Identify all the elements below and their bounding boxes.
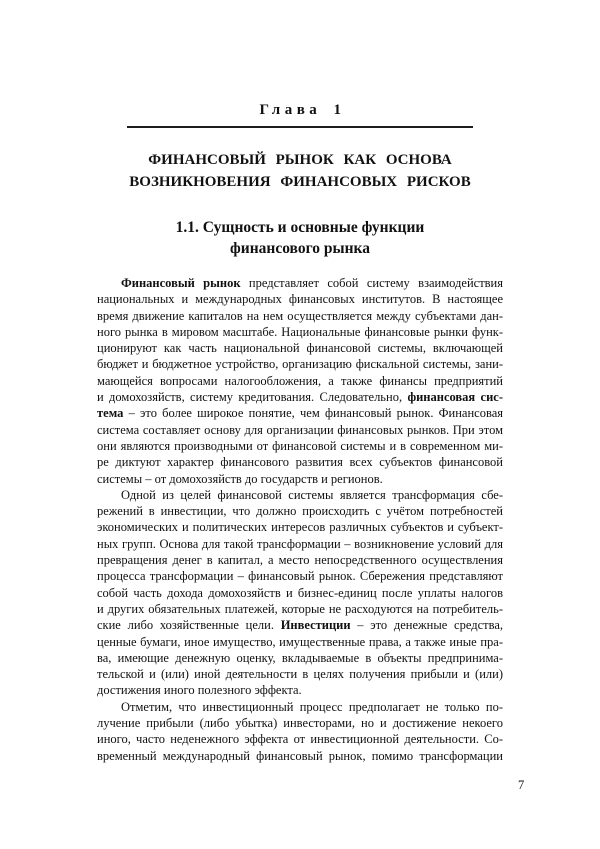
text-line: лучение прибыли (либо убытка) инвесторами, но и достижение некоего bbox=[97, 716, 503, 731]
text-line: они являются производными от финансовой системы и в современном ми- bbox=[97, 438, 503, 453]
text-line: системы – от домохозяйств до государств и регионов. bbox=[97, 471, 383, 486]
section-heading-line: финансового рынка bbox=[230, 240, 370, 257]
chapter-title-line: ВОЗНИКНОВЕНИЯ ФИНАНСОВЫХ РИСКОВ bbox=[129, 174, 471, 190]
text-segment: – это денежные средства, bbox=[350, 618, 503, 633]
text-line: и других обязательных платежей, которые не расходуются на потребитель- bbox=[97, 601, 503, 616]
text-line: бюджет и бюджетное устройство, организацию фискальной системы, зани- bbox=[97, 357, 503, 372]
text-line: время движение капиталов на нем осуществляется между субъектами дан- bbox=[97, 308, 503, 323]
bold-term: Инвестиции bbox=[280, 618, 351, 633]
chapter-rule bbox=[127, 126, 473, 128]
paragraph bbox=[97, 699, 503, 764]
text-line: Отметим, что инвестиционный процесс предполагает не только по- bbox=[121, 699, 503, 714]
text-line: Одной из целей финансовой системы является трансформация сбе- bbox=[121, 487, 503, 502]
page-number: 7 bbox=[518, 778, 525, 792]
text-line bbox=[97, 405, 503, 421]
text-line: временный международный финансовый рынок, помимо трансформации bbox=[97, 748, 503, 763]
bold-term: финансовая сис- bbox=[407, 390, 503, 405]
text-line: тельской и (или) иной деятельности в целях получения прибыли и (или) bbox=[97, 667, 503, 682]
chapter-title bbox=[0, 149, 600, 193]
chapter-label: Глава 1 bbox=[259, 102, 346, 118]
text-segment: представляет собой систему взаимодействия bbox=[240, 276, 503, 290]
body-text bbox=[97, 275, 503, 764]
text-line: режений в инвестиции, что должно происходить с учётом потребностей bbox=[97, 504, 503, 519]
text-line: иного, часто неденежного эффекта от инвестиционной деятельности. Со- bbox=[97, 732, 503, 747]
text-line bbox=[97, 389, 503, 405]
text-line: собой часть дохода домохозяйств и бизнес-единиц после уплаты налогов bbox=[97, 585, 503, 600]
text-line: достижения иного полезного эффекта. bbox=[97, 683, 302, 698]
text-line: ных групп. Основа для такой трансформации – возникновение условий для bbox=[97, 536, 503, 551]
bold-term: Финансовый рынок bbox=[121, 276, 241, 290]
section-heading bbox=[0, 217, 600, 259]
paragraph bbox=[97, 275, 503, 487]
text-line bbox=[97, 275, 503, 291]
paragraph bbox=[97, 487, 503, 699]
text-line: ва, имеющие денежную оценку, вкладываемые в объекты предпринима- bbox=[97, 650, 503, 665]
text-segment: и домохозяйств, систему кредитования. Следовательно, bbox=[97, 390, 408, 405]
text-line: система составляет основу для организации финансовых рынков. При этом bbox=[97, 422, 503, 437]
text-line: процесса трансформации – финансовый рынок. Сбережения представляют bbox=[97, 569, 503, 584]
text-line: ре диктуют характер финансового развития всех субъектов финансовой bbox=[97, 455, 503, 470]
text-line: ного рынка в мировом масштабе. Национальные финансовые рынки функ- bbox=[97, 324, 503, 339]
text-line: экономических и политических интересов различных субъектов и субъект- bbox=[97, 520, 503, 535]
text-line: превращения денег в капитал, а место непосредственного осуществления bbox=[97, 553, 503, 568]
text-segment: ские либо хозяйственные цели. bbox=[97, 618, 281, 633]
text-line bbox=[97, 617, 503, 633]
section-heading-line: 1.1. Сущность и основные функции bbox=[175, 219, 425, 236]
text-line: ценные бумаги, иное имущество, имущественные права, а также иные пра- bbox=[97, 634, 503, 649]
text-segment: – это более широкое понятие, чем финансовый рынок. Финансовая bbox=[123, 406, 503, 421]
text-line: мающейся вопросами налогообложения, а также финансы предприятий bbox=[97, 373, 503, 388]
chapter-title-line: ФИНАНСОВЫЙ РЫНОК КАК ОСНОВА bbox=[148, 152, 452, 168]
text-line: ционируют как часть национальной финансовой системы, включающей bbox=[97, 341, 503, 356]
text-line: национальных и международных финансовых институтов. В настоящее bbox=[97, 292, 503, 307]
bold-term: тема bbox=[97, 406, 124, 421]
